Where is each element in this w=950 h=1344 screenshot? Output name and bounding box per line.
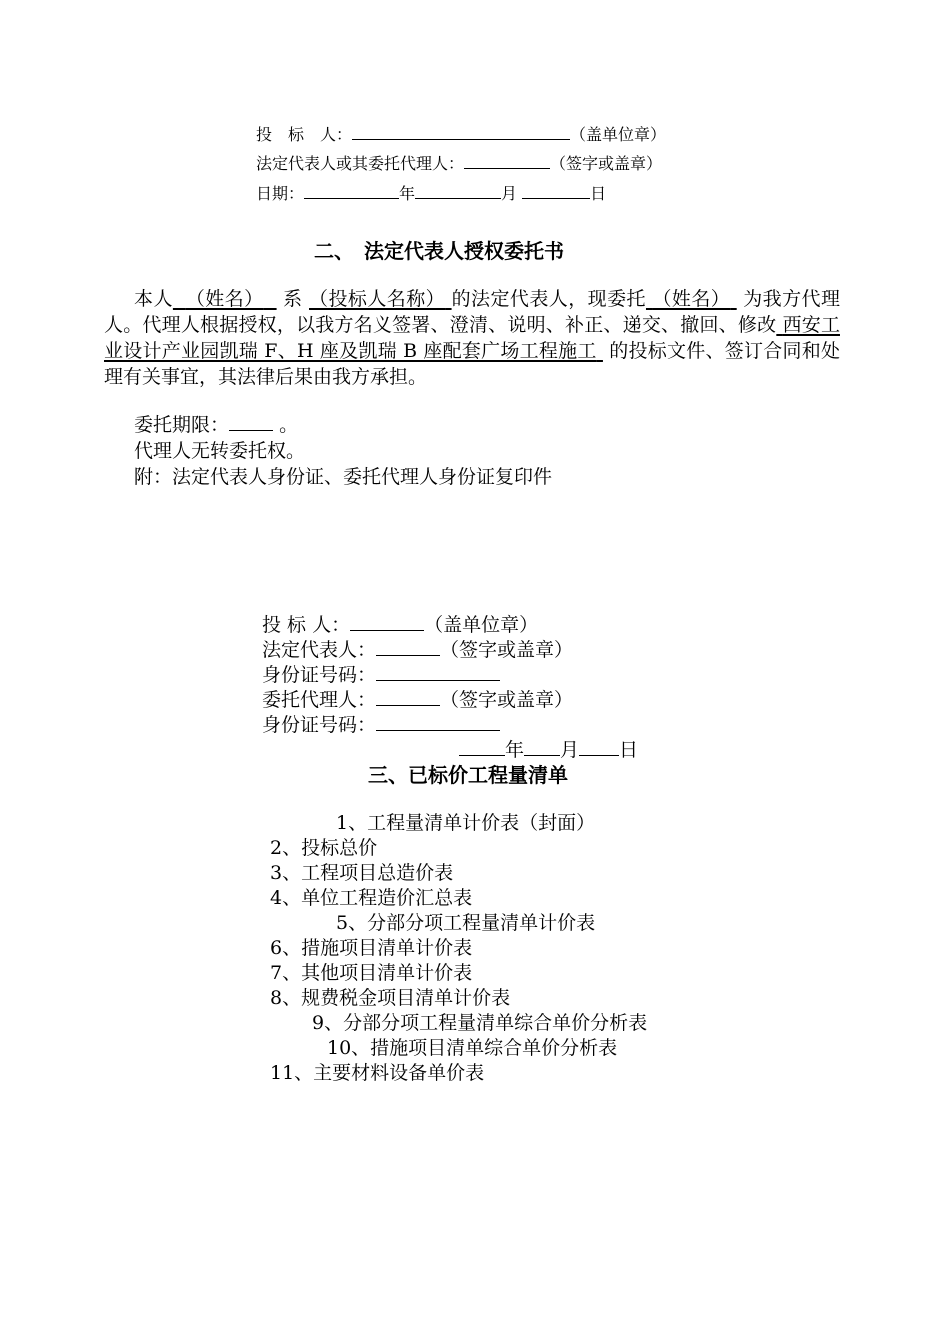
mid-date-line bbox=[459, 735, 638, 762]
mid-bidder-blank[interactable] bbox=[350, 630, 424, 631]
section2-title: 二、 法定代表人授权委托书 bbox=[314, 239, 564, 263]
top-legal-note: （签字或盖章） bbox=[550, 154, 663, 173]
list-item-3: 3、工程项目总造价表 bbox=[270, 862, 454, 884]
mid-agent-label: 委托代理人： bbox=[262, 689, 377, 711]
text-ben-ren: 本人 bbox=[134, 288, 173, 310]
top-legal-blank[interactable] bbox=[464, 168, 550, 169]
list-item-9: 9、分部分项工程量清单综合单价分析表 bbox=[312, 1012, 648, 1034]
mid-agent-note: （签字或盖章） bbox=[440, 689, 574, 711]
mid-id2-label: 身份证号码： bbox=[262, 714, 377, 736]
mid-year-blank[interactable] bbox=[459, 755, 505, 756]
top-legal-label: 法定代表人或其委托代理人： bbox=[256, 154, 465, 173]
principal-name-blank[interactable]: （姓名） bbox=[185, 288, 264, 310]
text-delegate: 的法定代表人，现委托 bbox=[451, 288, 646, 310]
mid-bidder-label: 投 标 人： bbox=[262, 614, 351, 636]
top-day: 日 bbox=[590, 184, 607, 203]
mid-id1-blank[interactable] bbox=[376, 680, 500, 681]
list-item-10: 10、措施项目清单综合单价分析表 bbox=[327, 1037, 618, 1059]
term-label: 委托期限： bbox=[134, 414, 230, 436]
text-authority: 为我方代理人。代理人根据授权，以我方名义签署、澄清、说明、补正、递交、撤回、修改 bbox=[104, 288, 840, 336]
mid-legal-line bbox=[262, 635, 573, 662]
mid-agent-blank[interactable] bbox=[376, 705, 440, 706]
list-item-6: 6、措施项目清单计价表 bbox=[270, 937, 473, 959]
list-item-2: 2、投标总价 bbox=[270, 837, 378, 859]
bidder-name-blank[interactable]: （投标人名称） bbox=[309, 288, 446, 310]
top-date-line bbox=[256, 181, 606, 204]
no-subdelegation: 代理人无转委托权。 bbox=[134, 440, 306, 462]
mid-day: 日 bbox=[619, 739, 639, 761]
list-item-8: 8、规费税金项目清单计价表 bbox=[270, 987, 511, 1009]
mid-month-blank[interactable] bbox=[524, 755, 560, 756]
list-item-4: 4、单位工程造价汇总表 bbox=[270, 887, 473, 909]
mid-legal-label: 法定代表人： bbox=[262, 639, 377, 661]
text-consequence: 的投标文件、签订合同和处理有关事宜，其法律后果由我方承担。 bbox=[104, 340, 840, 388]
mid-id1-line bbox=[262, 660, 500, 687]
mid-legal-blank[interactable] bbox=[376, 655, 440, 656]
top-bidder-blank[interactable] bbox=[352, 139, 570, 140]
top-bidder-line bbox=[256, 122, 666, 145]
top-legal-line bbox=[256, 151, 662, 174]
mid-id2-blank[interactable] bbox=[376, 730, 500, 731]
mid-id2-line bbox=[262, 710, 500, 737]
top-month: 月 bbox=[501, 184, 518, 203]
text-xi: 系 bbox=[283, 288, 303, 310]
term-blank[interactable] bbox=[229, 430, 273, 431]
mid-bidder-line bbox=[262, 610, 538, 637]
top-day-blank[interactable] bbox=[522, 198, 590, 199]
top-year: 年 bbox=[399, 184, 416, 203]
section3-title: 三、已标价工程量清单 bbox=[368, 763, 568, 787]
mid-legal-note: （签字或盖章） bbox=[440, 639, 574, 661]
top-bidder-note: （盖单位章） bbox=[570, 125, 667, 144]
agent-name-blank[interactable]: （姓名） bbox=[652, 288, 731, 310]
top-month-blank[interactable] bbox=[415, 198, 501, 199]
project-name: 西安工业设计产业园凯瑞 F、H 座及凯瑞 B 座配套广场工程施工 bbox=[104, 314, 840, 362]
mid-month: 月 bbox=[560, 739, 580, 761]
attachment-note: 附：法定代表人身份证、委托代理人身份证复印件 bbox=[134, 466, 553, 488]
mid-agent-line bbox=[262, 685, 573, 712]
top-year-blank[interactable] bbox=[304, 198, 399, 199]
list-item-1: 1、工程量清单计价表（封面） bbox=[336, 812, 596, 834]
list-item-5: 5、分部分项工程量清单计价表 bbox=[336, 912, 596, 934]
top-bidder-label: 投 标 人： bbox=[256, 125, 353, 144]
term-end: 。 bbox=[279, 414, 299, 436]
mid-id1-label: 身份证号码： bbox=[262, 664, 377, 686]
list-item-7: 7、其他项目清单计价表 bbox=[270, 962, 473, 984]
mid-year: 年 bbox=[505, 739, 525, 761]
mid-bidder-note: （盖单位章） bbox=[424, 614, 539, 636]
list-item-11: 11、主要材料设备单价表 bbox=[270, 1062, 485, 1084]
authorization-paragraph bbox=[104, 286, 840, 390]
top-date-label: 日期： bbox=[256, 184, 305, 203]
term-line bbox=[134, 410, 298, 437]
mid-day-blank[interactable] bbox=[579, 755, 619, 756]
